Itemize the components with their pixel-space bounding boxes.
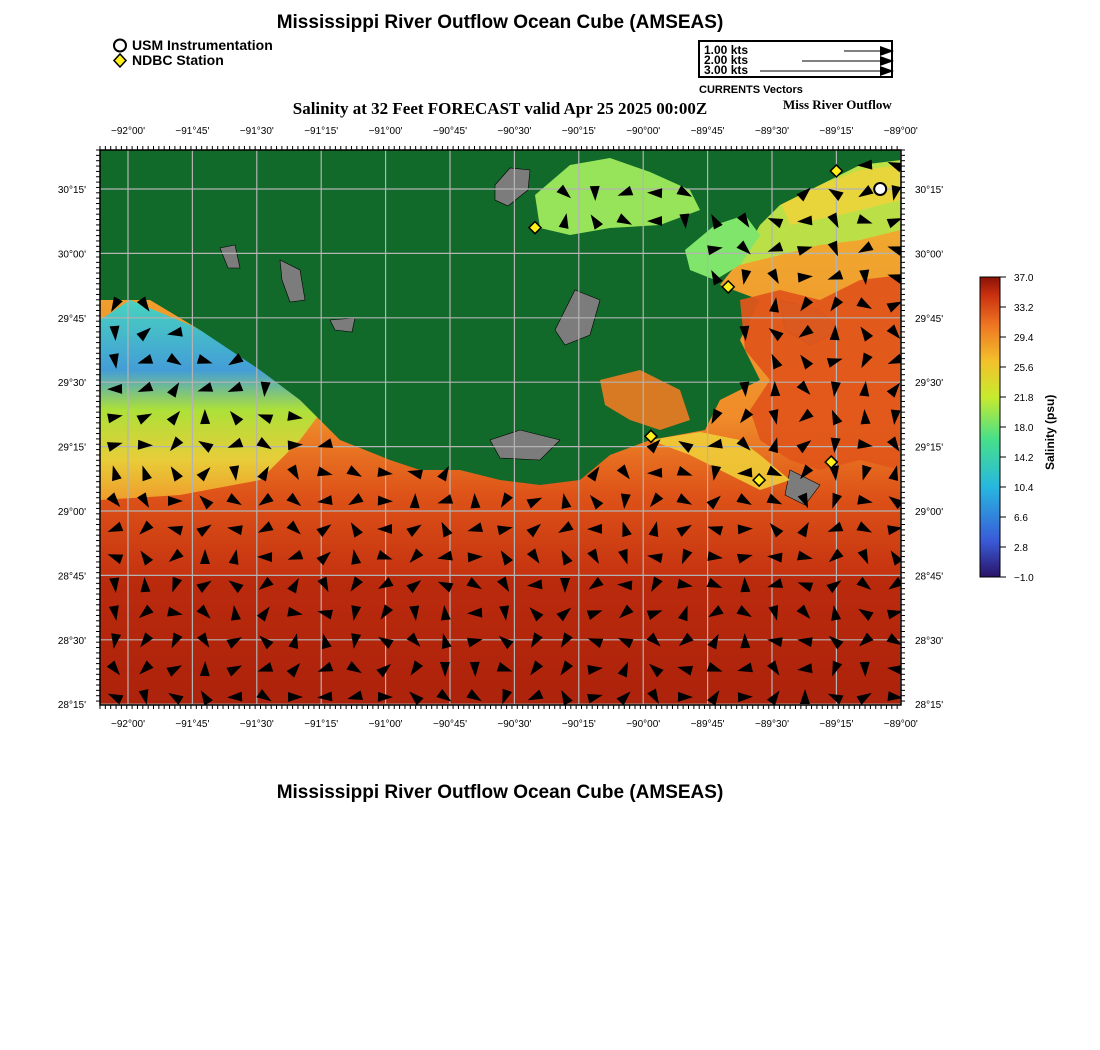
lon-tick-label: −90°15' [561, 719, 596, 730]
lat-tick-label: 29°45' [57, 313, 86, 325]
lat-tick-label: 29°45' [915, 313, 944, 325]
lon-tick-label: −92°00' [111, 126, 145, 137]
lon-tick-label: −90°45' [433, 126, 467, 137]
colorbar-tick-label: 33.2 [1014, 303, 1034, 314]
lon-tick-label: −89°15' [819, 126, 854, 137]
lon-tick-label: −90°00' [626, 126, 661, 137]
legend-usm-label: USM Instrumentation [132, 37, 273, 53]
lat-tick-label: 29°30' [915, 378, 944, 390]
region-label: Miss River Outflow [783, 97, 892, 112]
lat-tick-label: 28°15' [57, 700, 86, 712]
lat-tick-label: 29°15' [57, 442, 86, 454]
colorbar [980, 277, 1000, 577]
lon-tick-label: −90°30' [497, 126, 532, 137]
lon-tick-label: −91°45' [175, 126, 210, 137]
lon-tick-label: −89°15' [819, 719, 854, 730]
map-subtitle: Salinity at 32 Feet FORECAST valid Apr 25 2025 00:00Z [292, 99, 708, 118]
colorbar-label: Salinity (psu) [1043, 394, 1057, 470]
lon-tick-label: −90°30' [497, 719, 532, 730]
colorbar-tick-label: 21.8 [1014, 393, 1034, 404]
lon-tick-label: −90°00' [626, 719, 661, 730]
lon-tick-label: −91°45' [175, 719, 210, 730]
usm-station-marker[interactable] [874, 183, 886, 195]
lon-tick-label: −89°00' [883, 126, 918, 137]
colorbar-tick-label: 6.6 [1014, 513, 1028, 524]
lon-tick-label: −90°45' [433, 719, 467, 730]
lat-tick-label: 30°15' [57, 185, 86, 196]
colorbar-tick-label: −1.0 [1014, 573, 1034, 584]
vectors-caption: CURRENTS Vectors [699, 84, 803, 96]
lon-tick-label: −89°45' [690, 719, 725, 730]
lat-tick-label: 29°00' [915, 507, 944, 518]
lat-tick-label: 29°30' [57, 378, 86, 390]
colorbar-tick-label: 29.4 [1014, 333, 1034, 344]
lat-tick-label: 28°45' [57, 571, 86, 583]
page-title: Mississippi River Outflow Ocean Cube (AMSEAS) [276, 12, 724, 33]
lon-tick-label: −91°30' [239, 719, 274, 730]
lat-tick-label: 28°30' [57, 635, 86, 647]
lon-tick-label: −90°15' [561, 126, 596, 137]
colorbar-tick-label: 14.2 [1014, 453, 1034, 464]
colorbar-tick-label: 37.0 [1014, 273, 1034, 284]
lat-tick-label: 29°15' [915, 442, 944, 454]
lon-tick-label: −89°00' [883, 719, 918, 730]
lon-tick-label: −91°15' [304, 719, 339, 730]
vector-scale-3: 3.00 kts [704, 63, 749, 77]
lat-tick-label: 30°00' [915, 249, 944, 261]
colorbar-tick-label: 25.6 [1014, 363, 1034, 374]
bottom-title: Mississippi River Outflow Ocean Cube (AMSEAS) [276, 782, 724, 803]
lat-tick-label: 29°00' [57, 507, 86, 518]
lat-tick-label: 30°15' [915, 185, 944, 196]
colorbar-tick-label: 18.0 [1014, 423, 1034, 434]
colorbar-tick-label: 2.8 [1014, 543, 1028, 554]
lon-tick-label: −89°30' [755, 126, 789, 137]
lon-tick-label: −91°00' [368, 126, 403, 137]
lon-tick-label: −91°15' [304, 126, 339, 137]
colorbar-tick-label: 10.4 [1014, 483, 1034, 494]
vector-scale-1: 1.00 kts [704, 43, 749, 57]
lon-tick-label: −91°00' [368, 719, 403, 730]
lon-tick-label: −89°30' [755, 719, 789, 730]
vector-scale-2: 2.00 kts [704, 53, 749, 67]
lon-tick-label: −89°45' [690, 126, 725, 137]
lat-tick-label: 28°30' [915, 635, 944, 647]
lat-tick-label: 28°45' [915, 571, 944, 583]
lat-tick-label: 28°15' [915, 700, 944, 712]
lon-tick-label: −91°30' [239, 126, 274, 137]
legend-ndbc-label: NDBC Station [132, 52, 224, 68]
lon-tick-label: −92°00' [111, 719, 145, 730]
lat-tick-label: 30°00' [57, 249, 86, 261]
